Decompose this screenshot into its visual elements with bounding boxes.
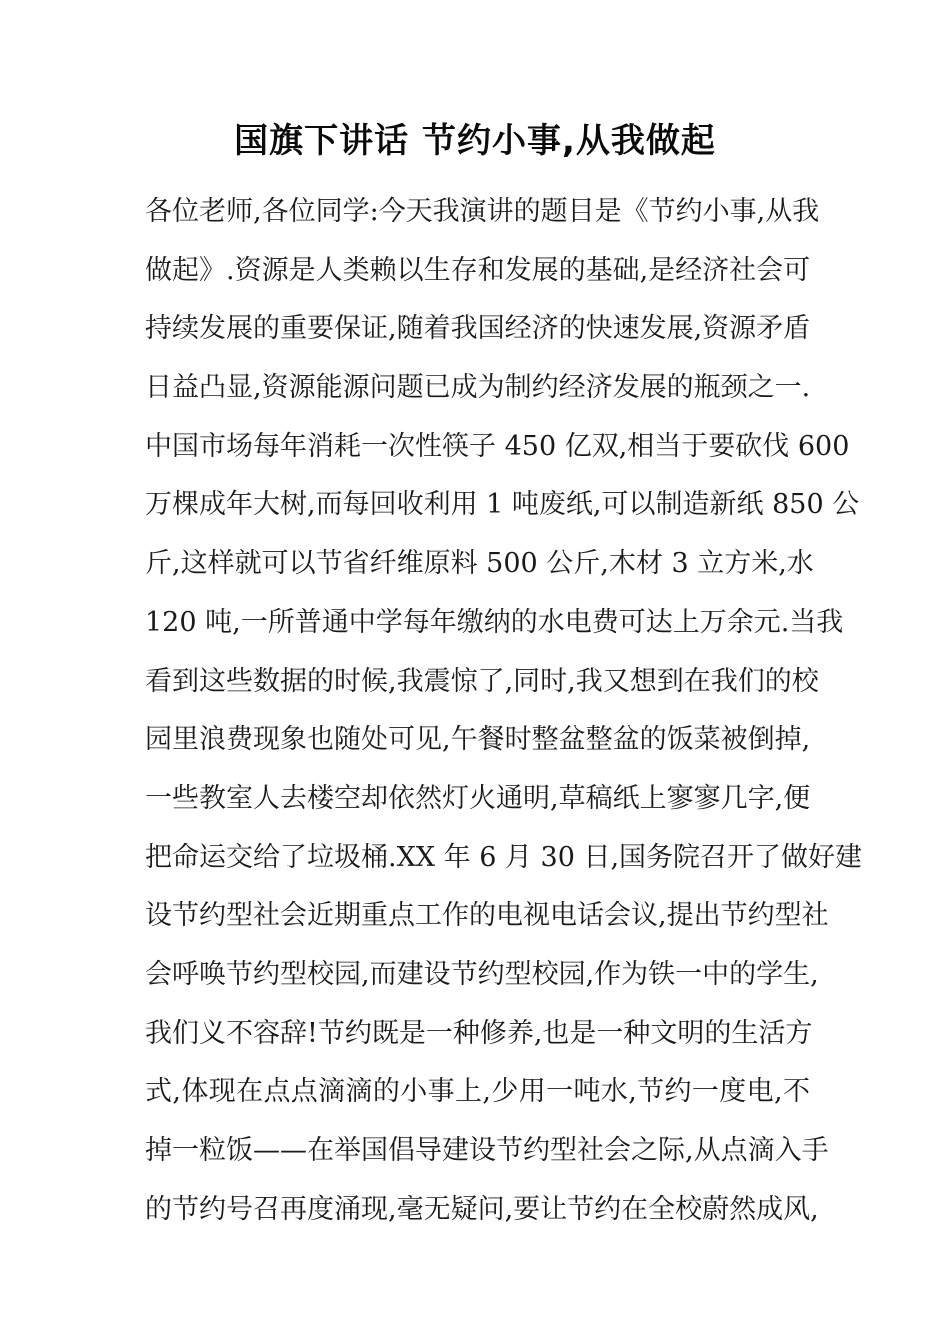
text-line: 看到这些数据的时候,我震惊了,同时,我又想到在我们的校 xyxy=(145,665,819,697)
text-line: 掉一粒饭——在举国倡导建设节约型社会之际,从点滴入手 xyxy=(145,1135,829,1166)
text-line: 持续发展的重要保证,随着我国经济的快速发展,资源矛盾 xyxy=(145,313,811,345)
text-line: 会呼唤节约型校园,而建设节约型校园,作为铁一中的学生, xyxy=(145,958,819,990)
text-line: 日益凸显,资源能源问题已成为制约经济发展的瓶颈之一. xyxy=(145,372,811,404)
text-line: 我们义不容辞!节约既是一种修养,也是一种文明的生活方 xyxy=(145,1017,813,1049)
text-line: 园里浪费现象也随处可见,午餐时整盆整盆的饭菜被倒掉, xyxy=(145,724,811,756)
text-line: 120 吨,一所普通中学每年缴纳的水电费可达上万余元.当我 xyxy=(145,606,844,638)
text-line: 把命运交给了垃圾桶.XX 年 6 月 30 日,国务院召开了做好建 xyxy=(145,841,863,873)
text-line: 式,体现在点点滴滴的小事上,少用一吨水,节约一度电,不 xyxy=(145,1076,810,1108)
text-line: 万棵成年大树,而每回收利用 1 吨废纸,可以制造新纸 850 公 xyxy=(145,489,860,521)
text-line: 斤,这样就可以节省纤维原料 500 公斤,木材 3 立方米,水 xyxy=(145,548,814,580)
text-line: 一些教室人去楼空却依然灯火通明,草稿纸上寥寥几字,便 xyxy=(145,782,811,814)
text-line: 中国市场每年消耗一次性筷子 450 亿双,相当于要砍伐 600 xyxy=(145,430,850,462)
text-line: 做起》.资源是人类赖以生存和发展的基础,是经济社会可 xyxy=(145,254,811,286)
document-title: 国旗下讲话 节约小事,从我做起 xyxy=(234,121,716,161)
document-body xyxy=(145,183,863,1239)
text-line: 设节约型社会近期重点工作的电视电话会议,提出节约型社 xyxy=(145,900,829,932)
text-line: 各位老师,各位同学:今天我演讲的题目是《节约小事,从我 xyxy=(145,196,820,227)
text-line: 的节约号召再度涌现,毫无疑问,要让节约在全校蔚然成风, xyxy=(145,1193,819,1225)
